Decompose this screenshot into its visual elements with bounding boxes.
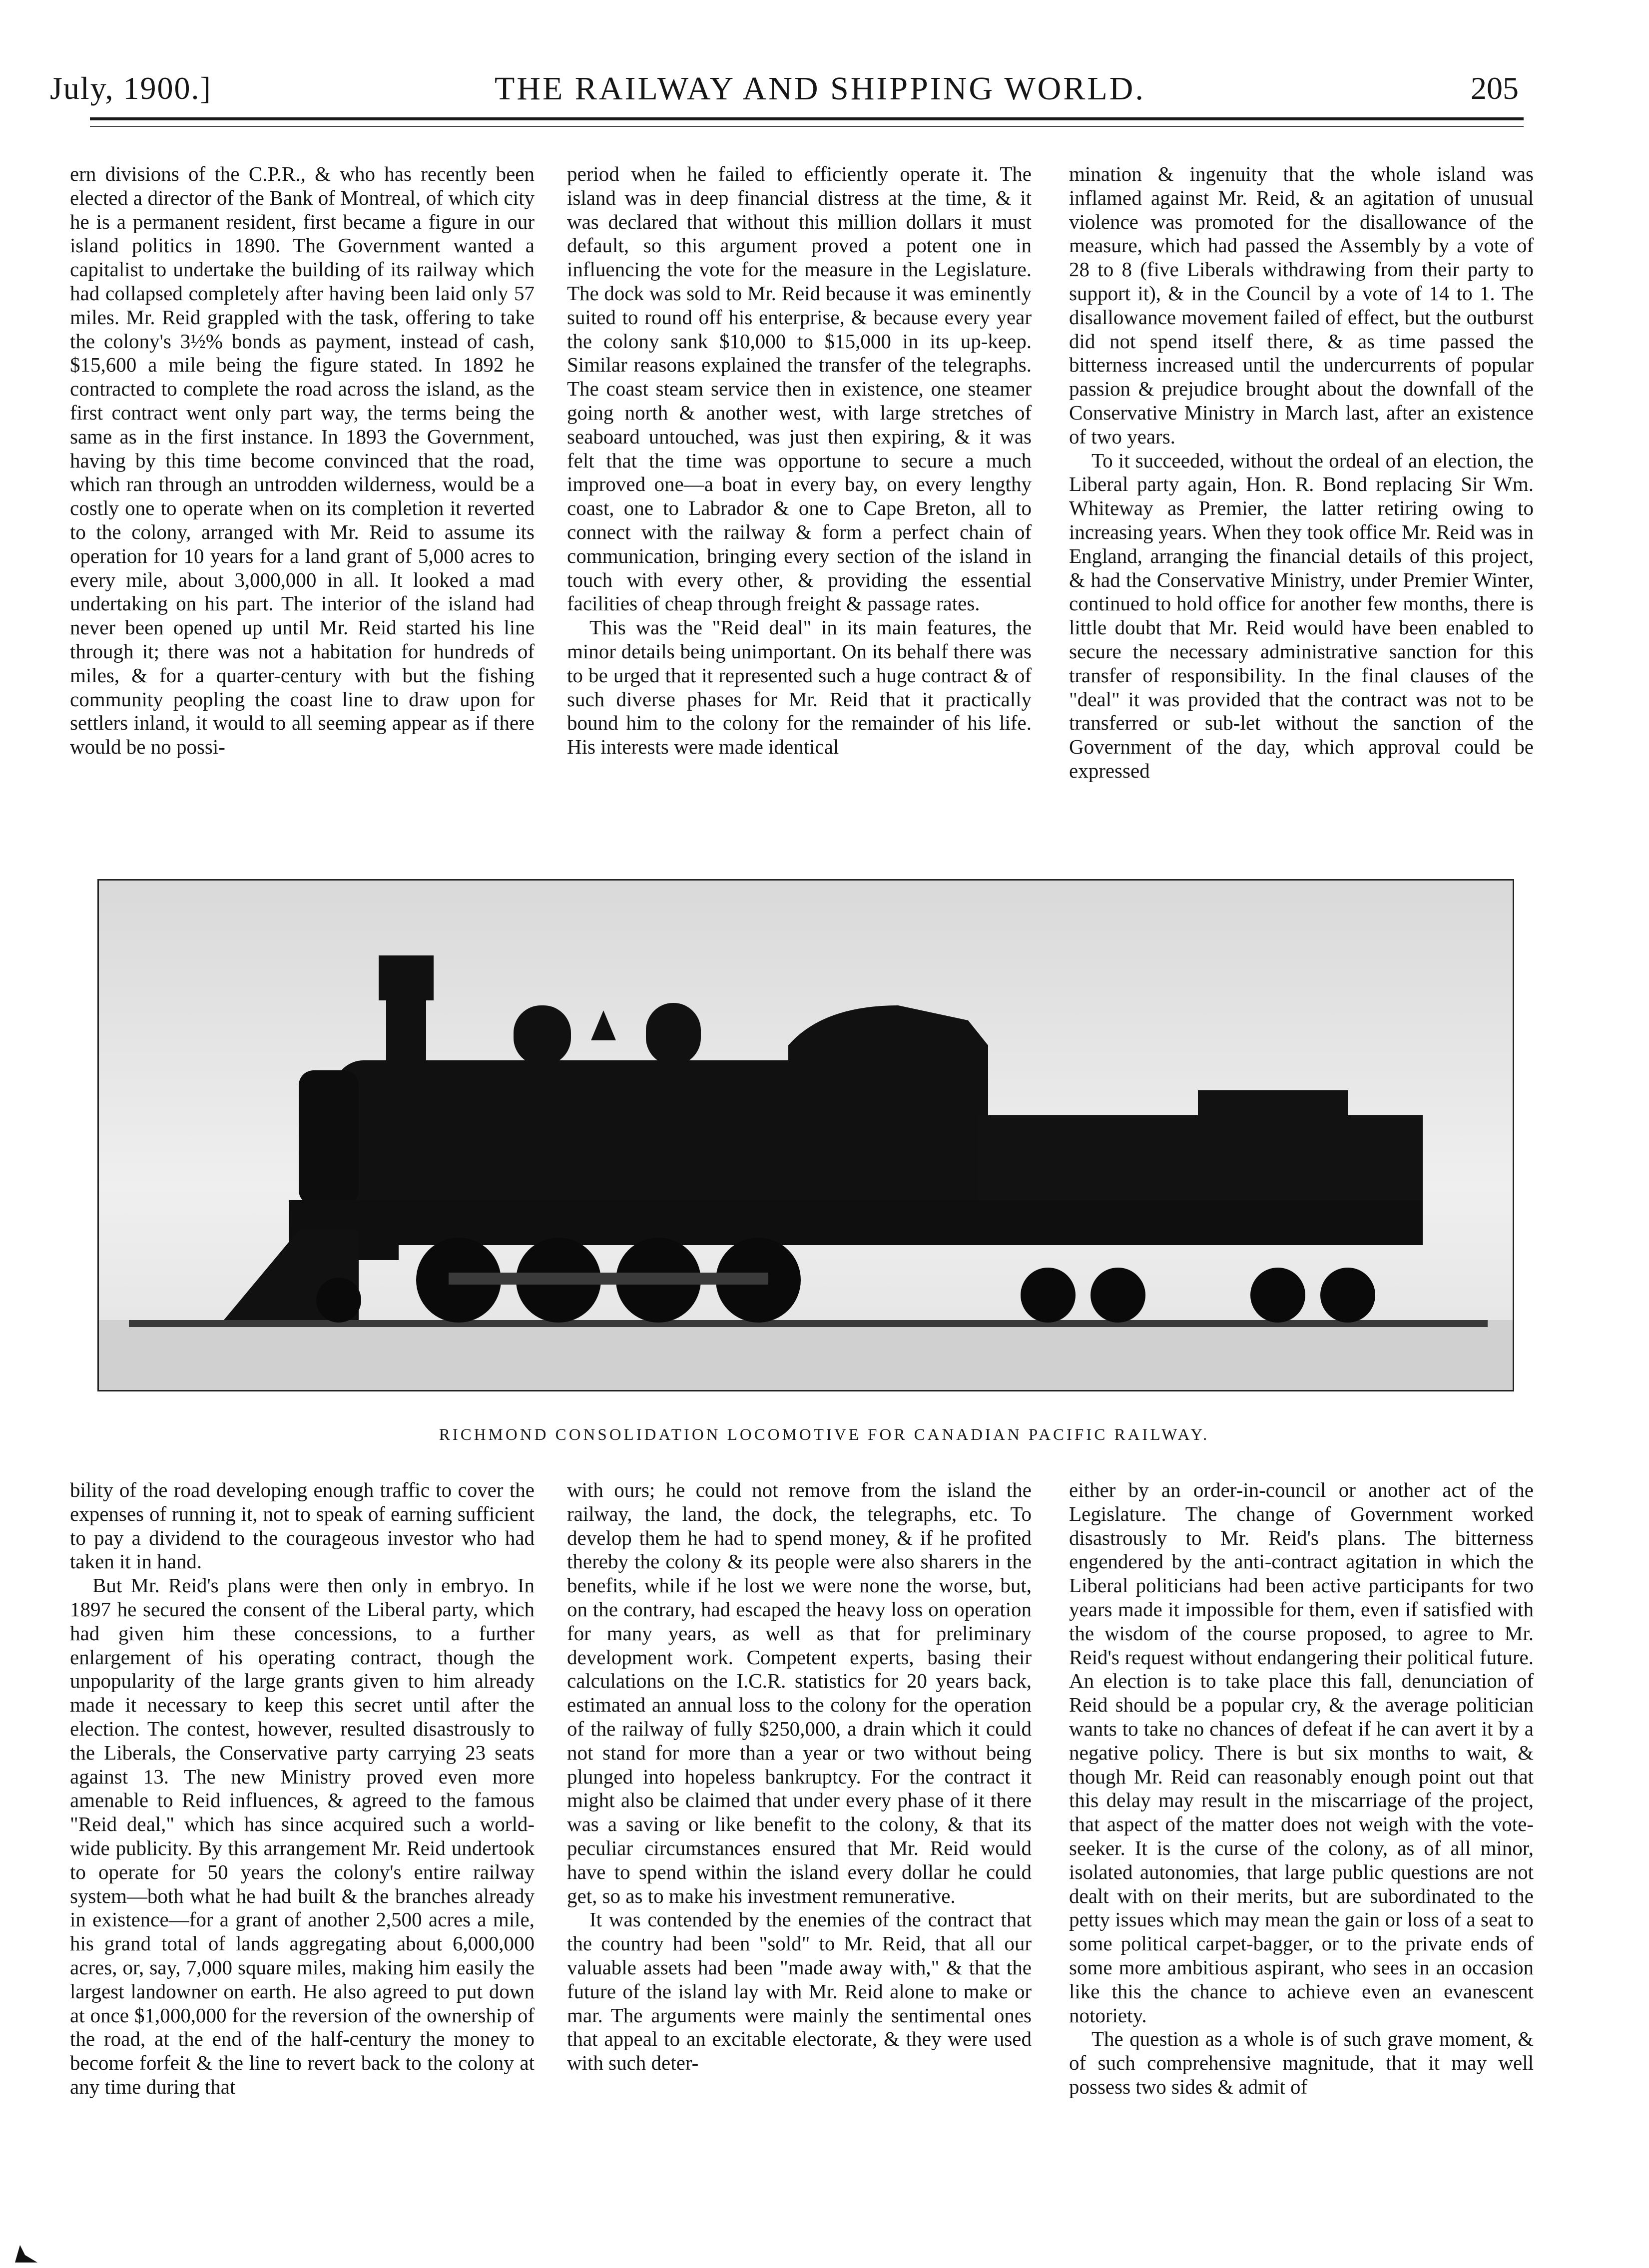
upper-column-2: [567, 162, 1032, 759]
figure-caption: RICHMOND CONSOLIDATION LOCOMOTIVE FOR CANADIAN PACIFIC RAILWAY.: [439, 1426, 1210, 1444]
publication-title: THE RAILWAY AND SHIPPING WORLD.: [495, 70, 1145, 107]
page-number: 205: [1471, 70, 1519, 106]
lower-column-2: [567, 1478, 1032, 2075]
lower-column-1: [70, 1478, 535, 2099]
paragraph: But Mr. Reid's plans were then only in embryo. In 1897 he secured the consent of the Liberal party, which had given him these concessions, to a further enlargement of his operating contract, though the unpopularity of the large grants given to him already made it necessary to keep this secret until after the election. The contest, however, resulted disastrously to the Liberals, the Conservative party carrying 23 seats against 13. The new Ministry proved even more amenable to Reid influences, & agreed to the famous "Reid deal," which has since acquired such a world-wide publicity. By this arrangement Mr. Reid undertook to operate for 50 years the colony's entire railway system—both what he had built & the branches already in existence—for a grant of another 2,500 acres a mile, his grand total of lands aggregating about 6,000,000 acres, or, say, 7,000 square miles, making him easily the largest landowner on earth. He also agreed to put down at once $1,000,000 for the reversion of the ownership of the road, at the end of the half-century the money to become forfeit & the line to revert back to the colony at any time during that: [70, 1574, 535, 2098]
paragraph: The question as a whole is of such grave moment, & of such comprehensive magnitude, that it may well possess two sides & admit of: [1069, 2027, 1534, 2098]
page-header: [0, 0, 1649, 135]
paragraph: ern divisions of the C.P.R., & who has recently been elected a director of the Bank of Montreal, of which city he is a permanent resident, first became a figure in our island politics in 1890. The Government wanted a capitalist to undertake the building of its railway which had collapsed completely after having been laid only 57 miles. Mr. Reid grappled with the task, offering to take the colony's 3½% bonds as payment, instead of cash, $15,600 a mile being the figure stated. In 1892 he contracted to complete the road across the island, as the first contract went only part way, the terms being the same as in the first instance. In 1893 the Government, having by this time become convinced that the road, which ran through an untrodden wilderness, would be a costly one to operate when on its completion it reverted to the colony, arranged with Mr. Reid to assume its operation for 10 years for a land grant of 5,000 acres to every mile, about 3,000,000 in all. It looked a mad undertaking on his part. The interior of the island had never been opened up until Mr. Reid started his line through it; there was not a habitation for hundreds of miles, & for a quarter-century with but the fishing community peopling the coast line to draw upon for settlers inland, it would to all seeming appear as if there would be no possi-: [70, 162, 535, 759]
upper-column-3: [1069, 162, 1534, 783]
lower-column-3: [1069, 1478, 1534, 2099]
header-rule-thin: [90, 126, 1524, 127]
paragraph: bility of the road developing enough traffic to cover the expenses of running it, not to speak of earning sufficient to pay a dividend to the courageous investor who had taken it in hand.: [70, 1478, 535, 1573]
paragraph: with ours; he could not remove from the island the railway, the land, the dock, the telegraphs, etc. To develop them he had to spend money, & if he profited thereby the colony & its people were also sharers in the benefits, while if he lost we were none the worse, but, on the contrary, had escaped the heavy loss on operation for many years, as well as that for preliminary development work. Competent experts, basing their calculations on the I.C.R. statistics for 20 years back, estimated an annual loss to the colony for the operation of the railway of fully $250,000, a drain which it could not stand for more than a year or two without being plunged into hopeless bankruptcy. For the contract it might also be claimed that under every phase of it there was a saving or like benefit to the colony, & that its peculiar circumstances ensured that Mr. Reid would have to spend within the island every dollar he could get, so as to make his investment remunerative.: [567, 1478, 1032, 1907]
paragraph: either by an order-in-council or another act of the Legislature. The change of Government worked disastrously to Mr. Reid's plans. The bitterness engendered by the anti-contract agitation in which the Liberal politicians had been active participants for two years made it impossible for them, even if satisfied with the wisdom of the course proposed, to agree to Mr. Reid's request without endangering their political future. An election is to take place this fall, denunciation of Reid should be a popular cry, & the average politician wants to take no chances of defeat if he can avert it by a negative policy. There is but six months to wait, & though Mr. Reid can reasonably enough point out that this delay may result in the miscarriage of the project, that aspect of the matter does not weigh with the vote-seeker. It is the curse of the colony, as of all minor, isolated autonomies, that large public questions are not dealt with on their merits, but are subordinated to the petty issues which may mean the gain or loss of a seat to some political carpet-bagger, or to the private ends of some more ambitious aspirant, who sees in an occasion like this the chance to achieve even an evanescent notoriety.: [1069, 1478, 1534, 2027]
paragraph: This was the "Reid deal" in its main features, the minor details being unimportant. On its behalf there was to be urged that it represented such a huge contract & of such diverse phases for Mr. Reid that it practically bound him to the colony for the remainder of his life. His interests were made identical: [567, 616, 1032, 759]
locomotive-photograph: [97, 879, 1514, 1391]
locomotive-silhouette: [99, 881, 1513, 1390]
issue-date: July, 1900.]: [50, 70, 212, 106]
paragraph: To it succeeded, without the ordeal of an election, the Liberal party again, Hon. R. Bond replacing Sir Wm. Whiteway as Premier, the latter retiring owing to increasing years. When they took office Mr. Reid was in England, arranging the financial details of this project, & had the Conservative Ministry, under Premier Winter, continued to hold office for another few months, there is little doubt that Mr. Reid would have been enabled to secure the necessary administrative sanction for this transfer of responsibility. In the final clauses of the "deal" it was provided that the contract was not to be transferred or sub-let without the sanction of the Government of the day, which approval could be expressed: [1069, 449, 1534, 782]
paragraph: mination & ingenuity that the whole island was inflamed against Mr. Reid, & an agitation of unusual violence was promoted for the disallowance of the measure, which had passed the Assembly by a vote of 28 to 8 (five Liberals withdrawing from their party to support it), & in the Council by a vote of 14 to 1. The disallowance movement failed of effect, but the outburst did not spend itself there, & as time passed the bitterness increased until the undercurrents of popular passion & prejudice brought about the downfall of the Conservative Ministry in March last, after an existence of two years.: [1069, 162, 1534, 448]
paragraph: period when he failed to efficiently operate it. The island was in deep financial distress at the time, & it was declared that without this million dollars it must default, so this argument proved a potent one in influencing the vote for the measure in the Legislature. The dock was sold to Mr. Reid because it was eminently suited to round off his enterprise, & because every year the colony sank $10,000 to $15,000 in its up-keep. Similar reasons explained the transfer of the telegraphs. The coast steam service then in existence, one steamer going north & another west, with large stretches of seaboard untouched, was just then expiring, & it was felt that the time was opportune to secure a much improved one—a boat in every bay, on every lengthy coast, one to Labrador & one to Cape Breton, all to connect with the railway & form a perfect chain of communication, bringing every section of the island in touch with every other, & providing the essential facilities of cheap through freight & passage rates.: [567, 162, 1032, 615]
upper-column-1: [70, 162, 535, 759]
paragraph: It was contended by the enemies of the contract that the country had been "sold" to Mr. Reid, that all our valuable assets had been "made away with," & that the future of the island lay with Mr. Reid alone to make or mar. The arguments were mainly the sentimental ones that appeal to an excitable electorate, & they were used with such deter-: [567, 1908, 1032, 2075]
corner-mark-icon: [15, 2245, 37, 2263]
header-rule-thick: [90, 117, 1524, 120]
